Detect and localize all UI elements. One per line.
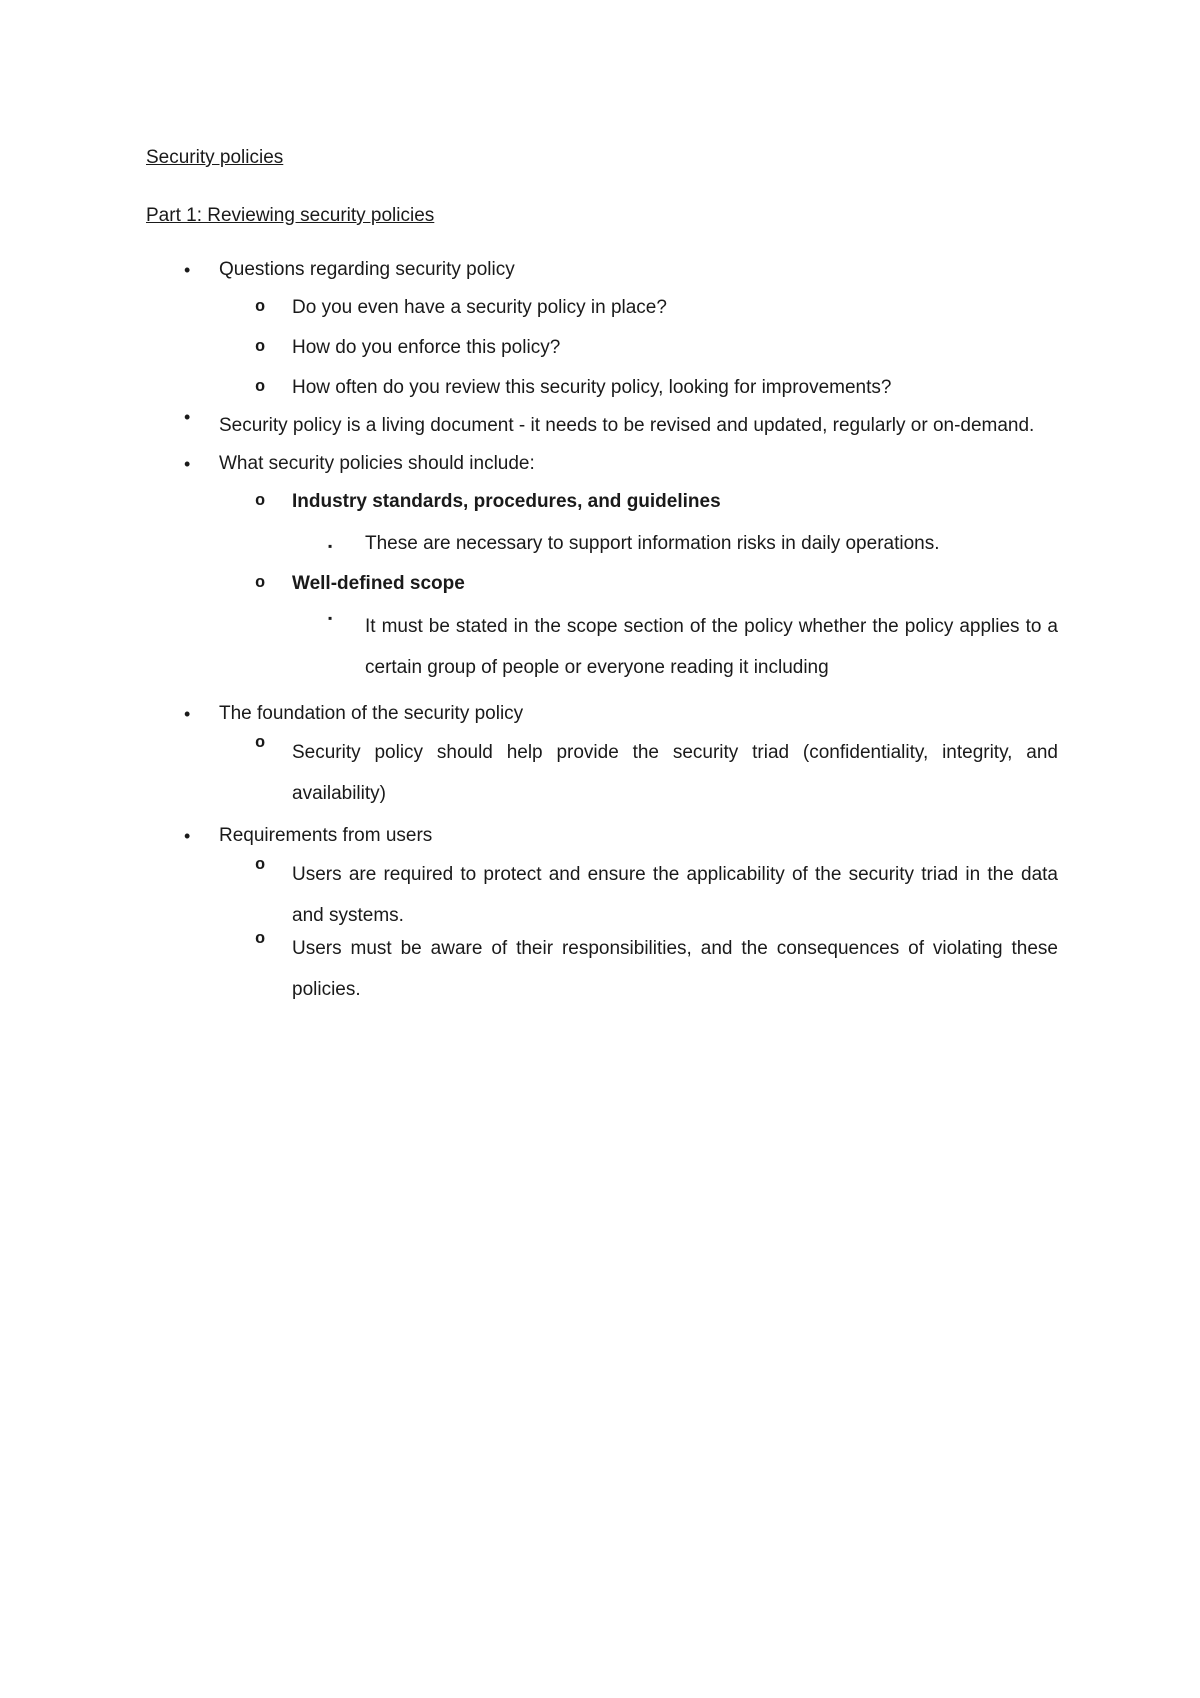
sub-list-item bbox=[219, 928, 1058, 1010]
sub-bullet-marker: o bbox=[255, 574, 266, 593]
sub-bullet-marker: o bbox=[255, 734, 266, 753]
sub-bullet-marker: o bbox=[255, 338, 266, 357]
sub-list-item bbox=[219, 336, 1058, 360]
sub-bullet-text: Well-defined scope bbox=[292, 573, 465, 594]
bullet-marker: • bbox=[184, 454, 191, 474]
sub-bullet-text: Do you even have a security policy in place? bbox=[292, 297, 667, 318]
sub-list bbox=[219, 296, 1058, 400]
sub-list bbox=[219, 732, 1058, 814]
sub-list bbox=[219, 854, 1058, 1010]
bullet-marker: • bbox=[184, 826, 191, 846]
sub-list-item bbox=[219, 572, 1058, 688]
main-bullet-list bbox=[146, 258, 1058, 1010]
sub-sub-bullet-text: It must be stated in the scope section of the policy whether the policy applies to a certain group of people or everyone reading it including bbox=[365, 616, 1058, 678]
sub-sub-list-item bbox=[292, 606, 1058, 688]
sub-sub-list bbox=[292, 532, 1058, 556]
square-bullet-marker: ▪ bbox=[328, 611, 333, 625]
sub-sub-bullet-text: These are necessary to support information risks in daily operations. bbox=[365, 533, 940, 554]
sub-list-item bbox=[219, 732, 1058, 814]
list-item bbox=[146, 258, 1058, 400]
document-title: Security policies bbox=[146, 147, 284, 168]
sub-bullet-marker: o bbox=[255, 930, 266, 949]
sub-list-item bbox=[219, 854, 1058, 936]
section-heading: Part 1: Reviewing security policies bbox=[146, 205, 435, 226]
sub-bullet-text: Security policy should help provide the security triad (confidentiality, integrity, and availability) bbox=[292, 742, 1058, 804]
document-body bbox=[146, 146, 1058, 1010]
list-item bbox=[146, 405, 1058, 446]
sub-list-item bbox=[219, 376, 1058, 400]
sub-list-item bbox=[219, 490, 1058, 556]
bullet-marker: • bbox=[184, 260, 191, 280]
sub-list bbox=[219, 490, 1058, 688]
sub-list-item bbox=[219, 296, 1058, 320]
list-item bbox=[146, 824, 1058, 1010]
bullet-text: Security policy is a living document - it needs to be revised and updated, regularly or on-demand. bbox=[219, 415, 1035, 436]
sub-bullet-marker: o bbox=[255, 298, 266, 317]
sub-bullet-marker: o bbox=[255, 856, 266, 875]
bullet-text: The foundation of the security policy bbox=[219, 703, 524, 724]
sub-sub-list-item bbox=[292, 532, 1058, 556]
sub-bullet-text: Industry standards, procedures, and guidelines bbox=[292, 491, 721, 512]
bullet-marker: • bbox=[184, 704, 191, 724]
sub-bullet-text: Users are required to protect and ensure the applicability of the security triad in the data and systems. bbox=[292, 864, 1058, 926]
sub-bullet-text: How do you enforce this policy? bbox=[292, 337, 561, 358]
bullet-text: What security policies should include: bbox=[219, 453, 535, 474]
bullet-marker: • bbox=[184, 407, 191, 427]
list-item bbox=[146, 702, 1058, 814]
square-bullet-marker: ▪ bbox=[328, 539, 333, 553]
sub-bullet-marker: o bbox=[255, 492, 266, 511]
sub-bullet-text: How often do you review this security policy, looking for improvements? bbox=[292, 377, 892, 398]
list-item bbox=[146, 452, 1058, 688]
sub-bullet-marker: o bbox=[255, 378, 266, 397]
bullet-text: Questions regarding security policy bbox=[219, 259, 515, 280]
sub-sub-list bbox=[292, 606, 1058, 688]
sub-bullet-text: Users must be aware of their responsibilities, and the consequences of violating these policies. bbox=[292, 938, 1058, 1000]
bullet-text: Requirements from users bbox=[219, 825, 433, 846]
